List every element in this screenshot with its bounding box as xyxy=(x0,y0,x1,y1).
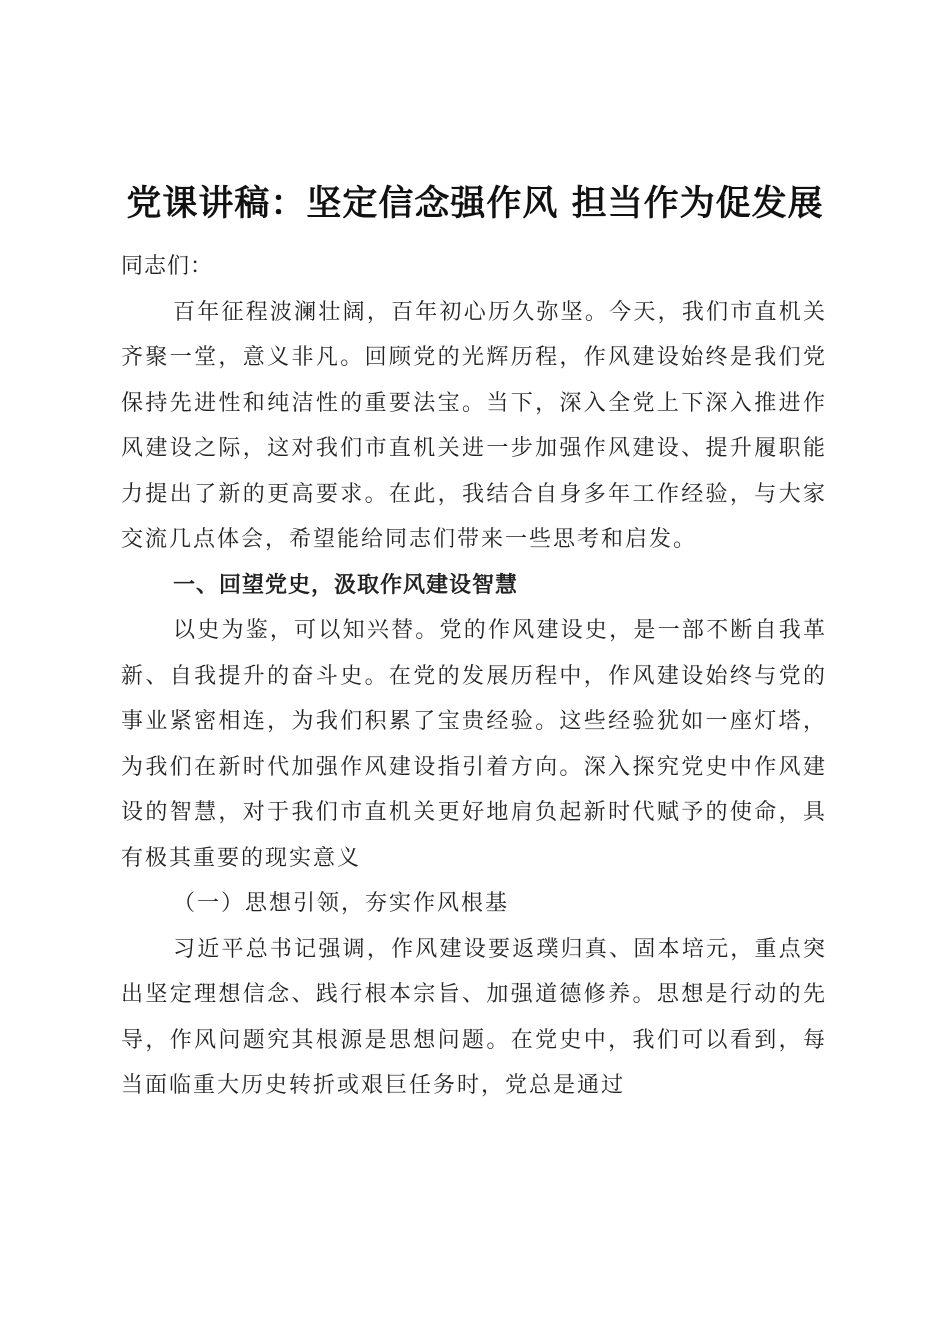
section-paragraph: 以史为鉴，可以知兴替。党的作风建设史，是一部不断自我革新、自我提升的奋斗史。在党的发展历程中，作风建设始终与党的事业紧密相连，为我们积累了宝贵经验。这些经验犹如一座灯塔，为我们在新时代加强作风建设指引着方向。深入探究党史中作风建设的智慧，对于我们市直机关更好地肩负起新时代赋予的使命，具有极其重要的现实意义 xyxy=(121,618,827,871)
subsection-heading: （一）思想引领，夯实作风根基 xyxy=(173,891,510,916)
intro-paragraph: 百年征程波澜壮阔，百年初心历久弥坚。今天，我们市直机关齐聚一堂，意义非凡。回顾党的光辉历程，作风建设始终是我们党保持先进性和纯洁性的重要法宝。当下，深入全党上下深入推进作风建设之际，这对我们市直机关进一步加强作风建设、提升履职能力提出了新的更高要求。在此，我结合自身多年工作经验，与大家交流几点体会，希望能给同志们带来一些思考和启发。 xyxy=(121,299,827,552)
section-heading: 一、回望党史，汲取作风建设智慧 xyxy=(173,572,519,598)
document-title: 党课讲稿：坚定信念强作风 担当作为促发展 xyxy=(126,183,824,224)
salutation: 同志们： xyxy=(121,254,214,279)
subsection-paragraph: 习近平总书记强调，作风建设要返璞归真、固本培元，重点突出坚定理想信念、践行根本宗旨、加强道德修养。思想是行动的先导，作风问题究其根源是思想问题。在党史中，我们可以看到，每当面临重大历史转折或艰巨任务时，党总是通过 xyxy=(121,936,827,1098)
document-body xyxy=(121,244,827,1109)
